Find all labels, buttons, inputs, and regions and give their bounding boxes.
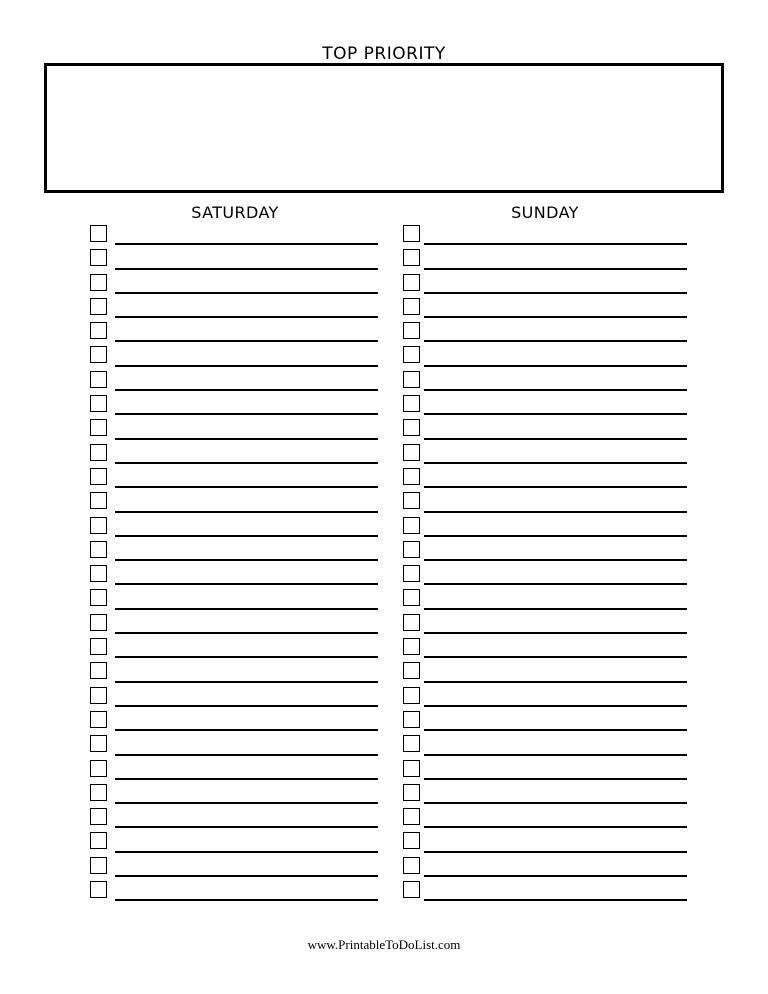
checkbox[interactable] <box>90 832 107 849</box>
checkbox[interactable] <box>403 638 420 655</box>
write-line[interactable] <box>115 802 378 804</box>
checklist-item <box>403 540 687 564</box>
write-line[interactable] <box>424 754 687 756</box>
checklist-item <box>403 418 687 442</box>
sunday-heading: SUNDAY <box>511 203 579 222</box>
write-line[interactable] <box>115 899 378 901</box>
checkbox[interactable] <box>403 687 420 704</box>
write-line[interactable] <box>115 438 378 440</box>
checklist-item <box>403 224 687 248</box>
checkbox[interactable] <box>403 249 420 266</box>
checkbox[interactable] <box>403 857 420 874</box>
write-line[interactable] <box>424 826 687 828</box>
write-line[interactable] <box>115 583 378 585</box>
checkbox[interactable] <box>90 638 107 655</box>
checkbox[interactable] <box>403 468 420 485</box>
checklist-item <box>90 370 378 394</box>
checklist-item <box>90 491 378 515</box>
write-line[interactable] <box>424 389 687 391</box>
checklist-item <box>403 807 687 831</box>
checkbox[interactable] <box>90 444 107 461</box>
checkbox[interactable] <box>90 857 107 874</box>
checkbox[interactable] <box>90 371 107 388</box>
write-line[interactable] <box>424 681 687 683</box>
checkbox[interactable] <box>403 322 420 339</box>
write-line[interactable] <box>424 243 687 245</box>
write-line[interactable] <box>424 899 687 901</box>
write-line[interactable] <box>115 705 378 707</box>
checklist-item <box>90 831 378 855</box>
checklist-item <box>90 807 378 831</box>
checklist-item <box>90 516 378 540</box>
checklist-item <box>90 418 378 442</box>
checklist-item <box>403 710 687 734</box>
checkbox[interactable] <box>90 760 107 777</box>
checklist-item <box>403 588 687 612</box>
write-line[interactable] <box>424 268 687 270</box>
checklist-item <box>90 783 378 807</box>
write-line[interactable] <box>424 778 687 780</box>
checkbox[interactable] <box>403 371 420 388</box>
write-line[interactable] <box>424 486 687 488</box>
checklist-item <box>90 297 378 321</box>
saturday-heading: SATURDAY <box>191 203 279 222</box>
checkbox[interactable] <box>403 346 420 363</box>
checklist-item <box>90 637 378 661</box>
checklist-item <box>403 345 687 369</box>
write-line[interactable] <box>424 316 687 318</box>
write-line[interactable] <box>115 316 378 318</box>
checkbox[interactable] <box>403 711 420 728</box>
checklist-item <box>403 248 687 272</box>
write-line[interactable] <box>424 511 687 513</box>
write-line[interactable] <box>115 875 378 877</box>
checkbox[interactable] <box>403 662 420 679</box>
write-line[interactable] <box>115 826 378 828</box>
checklist-item <box>403 297 687 321</box>
saturday-checklist <box>90 224 378 904</box>
checklist-item <box>90 686 378 710</box>
checklist-item <box>403 783 687 807</box>
checklist-item <box>90 540 378 564</box>
checkbox[interactable] <box>90 419 107 436</box>
write-line[interactable] <box>115 535 378 537</box>
checkbox[interactable] <box>403 274 420 291</box>
checkbox[interactable] <box>90 492 107 509</box>
checkbox[interactable] <box>90 274 107 291</box>
write-line[interactable] <box>424 851 687 853</box>
checklist-item <box>90 856 378 880</box>
priority-box[interactable] <box>44 63 724 193</box>
checkbox[interactable] <box>403 395 420 412</box>
write-line[interactable] <box>424 413 687 415</box>
checkbox[interactable] <box>90 589 107 606</box>
checkbox[interactable] <box>403 517 420 534</box>
checkbox[interactable] <box>90 225 107 242</box>
checkbox[interactable] <box>90 614 107 631</box>
checkbox[interactable] <box>403 589 420 606</box>
checklist-item <box>90 588 378 612</box>
checkbox[interactable] <box>403 492 420 509</box>
checklist-item <box>90 394 378 418</box>
checkbox[interactable] <box>90 662 107 679</box>
write-line[interactable] <box>424 559 687 561</box>
checklist-item <box>403 467 687 491</box>
checkbox[interactable] <box>90 881 107 898</box>
write-line[interactable] <box>115 754 378 756</box>
checkbox[interactable] <box>403 808 420 825</box>
write-line[interactable] <box>115 632 378 634</box>
checkbox[interactable] <box>403 541 420 558</box>
write-line[interactable] <box>115 729 378 731</box>
write-line[interactable] <box>115 413 378 415</box>
sunday-checklist <box>403 224 687 904</box>
checkbox[interactable] <box>403 760 420 777</box>
checklist-item <box>403 443 687 467</box>
checkbox[interactable] <box>403 444 420 461</box>
checkbox[interactable] <box>403 225 420 242</box>
checkbox[interactable] <box>90 711 107 728</box>
checklist-item <box>90 710 378 734</box>
checklist-item <box>90 248 378 272</box>
checklist-item <box>90 564 378 588</box>
write-line[interactable] <box>115 608 378 610</box>
checklist-item <box>90 759 378 783</box>
checklist-item <box>90 273 378 297</box>
checkbox[interactable] <box>403 881 420 898</box>
checklist-item <box>403 516 687 540</box>
checklist-item <box>403 759 687 783</box>
write-line[interactable] <box>115 243 378 245</box>
write-line[interactable] <box>115 340 378 342</box>
checklist-item <box>90 443 378 467</box>
write-line[interactable] <box>115 292 378 294</box>
checkbox[interactable] <box>403 298 420 315</box>
checkbox[interactable] <box>90 346 107 363</box>
checkbox[interactable] <box>90 298 107 315</box>
checklist-item <box>403 273 687 297</box>
priority-title: TOP PRIORITY <box>322 44 446 64</box>
checklist-item <box>90 880 378 904</box>
write-line[interactable] <box>424 608 687 610</box>
checkbox[interactable] <box>90 784 107 801</box>
checklist-item <box>403 734 687 758</box>
checklist-item <box>403 370 687 394</box>
checkbox[interactable] <box>403 419 420 436</box>
checkbox[interactable] <box>403 614 420 631</box>
checklist-item <box>403 661 687 685</box>
write-line[interactable] <box>424 729 687 731</box>
write-line[interactable] <box>424 438 687 440</box>
checkbox[interactable] <box>403 735 420 752</box>
checklist-item <box>90 345 378 369</box>
write-line[interactable] <box>424 875 687 877</box>
write-line[interactable] <box>115 365 378 367</box>
checklist-item <box>90 467 378 491</box>
write-line[interactable] <box>115 559 378 561</box>
checklist-item <box>403 491 687 515</box>
write-line[interactable] <box>115 389 378 391</box>
checkbox[interactable] <box>403 784 420 801</box>
write-line[interactable] <box>115 511 378 513</box>
checkbox[interactable] <box>90 808 107 825</box>
write-line[interactable] <box>424 632 687 634</box>
write-line[interactable] <box>424 462 687 464</box>
write-line[interactable] <box>424 583 687 585</box>
checklist-item <box>403 637 687 661</box>
checklist-item <box>403 564 687 588</box>
write-line[interactable] <box>424 365 687 367</box>
footer-url: www.PrintableToDoList.com <box>307 937 461 952</box>
write-line[interactable] <box>115 778 378 780</box>
checkbox[interactable] <box>90 517 107 534</box>
checklist-item <box>403 856 687 880</box>
checkbox[interactable] <box>403 832 420 849</box>
checklist-item <box>90 661 378 685</box>
checkbox[interactable] <box>403 565 420 582</box>
checkbox[interactable] <box>90 687 107 704</box>
checklist-item <box>403 613 687 637</box>
checkbox[interactable] <box>90 735 107 752</box>
write-line[interactable] <box>115 462 378 464</box>
write-line[interactable] <box>424 292 687 294</box>
checklist-item <box>403 686 687 710</box>
checklist-item <box>90 224 378 248</box>
write-line[interactable] <box>115 268 378 270</box>
write-line[interactable] <box>115 681 378 683</box>
checklist-item <box>403 831 687 855</box>
write-line[interactable] <box>115 851 378 853</box>
checklist-item <box>403 880 687 904</box>
checklist-item <box>90 734 378 758</box>
write-line[interactable] <box>424 656 687 658</box>
write-line[interactable] <box>115 486 378 488</box>
checkbox[interactable] <box>90 541 107 558</box>
checklist-item <box>90 321 378 345</box>
checkbox[interactable] <box>90 322 107 339</box>
checklist-item <box>403 394 687 418</box>
write-line[interactable] <box>424 535 687 537</box>
write-line[interactable] <box>424 705 687 707</box>
checkbox[interactable] <box>90 249 107 266</box>
checkbox[interactable] <box>90 468 107 485</box>
write-line[interactable] <box>424 340 687 342</box>
write-line[interactable] <box>424 802 687 804</box>
checklist-item <box>90 613 378 637</box>
checkbox[interactable] <box>90 565 107 582</box>
checklist-item <box>403 321 687 345</box>
checkbox[interactable] <box>90 395 107 412</box>
write-line[interactable] <box>115 656 378 658</box>
